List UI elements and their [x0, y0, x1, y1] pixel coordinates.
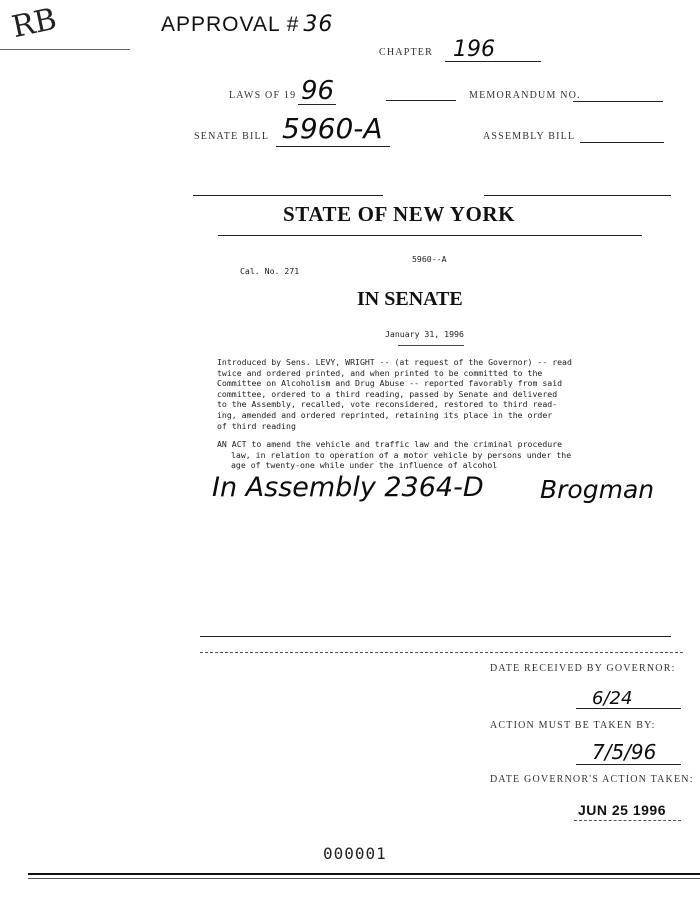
lower-dashed-rule — [200, 652, 683, 653]
assembly-bill-label: ASSEMBLY BILL — [483, 131, 576, 142]
chapter-label: CHAPTER — [379, 47, 433, 58]
act-line: AN ACT to amend the vehicle and traffic law and the criminal procedure — [217, 439, 563, 449]
laws-year: 96 — [301, 76, 335, 106]
assembly-note: In Assembly 2364-D — [212, 472, 484, 503]
bill-top-rule-right — [484, 195, 671, 196]
cal-no: Cal. No. 271 — [240, 266, 300, 276]
received-label: DATE RECEIVED BY GOVERNOR: — [490, 663, 676, 674]
bottom-rule-thin — [28, 878, 700, 879]
senate-bill-line — [276, 146, 390, 147]
intro-line: Committee on Alcoholism and Drug Abuse -- reported favorably from said — [217, 378, 563, 389]
bill-number: 5960--A — [412, 254, 447, 264]
chamber-title: IN SENATE — [357, 288, 463, 310]
action-taken-line — [574, 820, 681, 821]
top-left-rule — [0, 49, 130, 50]
memorandum-label: MEMORANDUM NO. — [469, 90, 581, 101]
laws-blank-line — [386, 100, 456, 101]
bill-top-rule-left — [193, 195, 383, 196]
action-taken-stamp: JUN 25 1996 — [578, 802, 667, 818]
laws-line — [298, 104, 336, 105]
chapter-value: 196 — [453, 37, 495, 62]
bill-date: January 31, 1996 — [385, 329, 464, 339]
received-line — [576, 708, 681, 709]
intro-line: twice and ordered printed, and when printed to be committed to the — [217, 367, 543, 378]
approval-number: 36 — [303, 12, 334, 37]
page-number: 000001 — [323, 844, 387, 863]
action-must-line — [576, 764, 681, 765]
intro-line: to the Assembly, recalled, vote reconsidered, restored to third read- — [217, 399, 558, 410]
senate-bill-value: 5960-A — [282, 112, 383, 145]
lower-rule — [200, 636, 671, 637]
approval-label-text: APPROVAL # — [161, 13, 300, 36]
assembly-bill-line — [580, 142, 664, 143]
state-title: STATE OF NEW YORK — [283, 202, 516, 226]
received-value: 6/24 — [592, 688, 633, 709]
sponsor-note: Brogman — [540, 475, 655, 504]
action-must-label: ACTION MUST BE TAKEN BY: — [490, 720, 656, 731]
memorandum-line — [573, 101, 663, 102]
act-title — [217, 439, 649, 471]
state-title-rule — [218, 235, 642, 236]
chapter-line — [445, 61, 541, 62]
action-taken-label: DATE GOVERNOR'S ACTION TAKEN: — [490, 774, 694, 785]
senate-bill-label: SENATE BILL — [194, 131, 270, 142]
act-line: age of twenty-one while under the influence of alcohol — [231, 460, 498, 471]
bottom-rule — [28, 873, 700, 875]
intro-line: Introduced by Sens. LEVY, WRIGHT -- (at request of the Governor) -- read — [217, 357, 572, 367]
action-must-value: 7/5/96 — [592, 740, 657, 764]
margin-initials: RB — [8, 1, 60, 46]
act-line: law, in relation to operation of a motor vehicle by persons under the — [231, 449, 572, 460]
intro-line: of third reading — [217, 420, 296, 431]
intro-line: committee, ordered to a third reading, passed by Senate and delivered — [217, 388, 558, 399]
date-rule — [398, 345, 464, 346]
laws-label: LAWS OF 19 — [229, 90, 297, 101]
intro-line: ing, amended and ordered reprinted, retaining its place in the order — [217, 409, 553, 420]
introduction-paragraph — [217, 357, 649, 431]
approval-label — [161, 12, 333, 37]
